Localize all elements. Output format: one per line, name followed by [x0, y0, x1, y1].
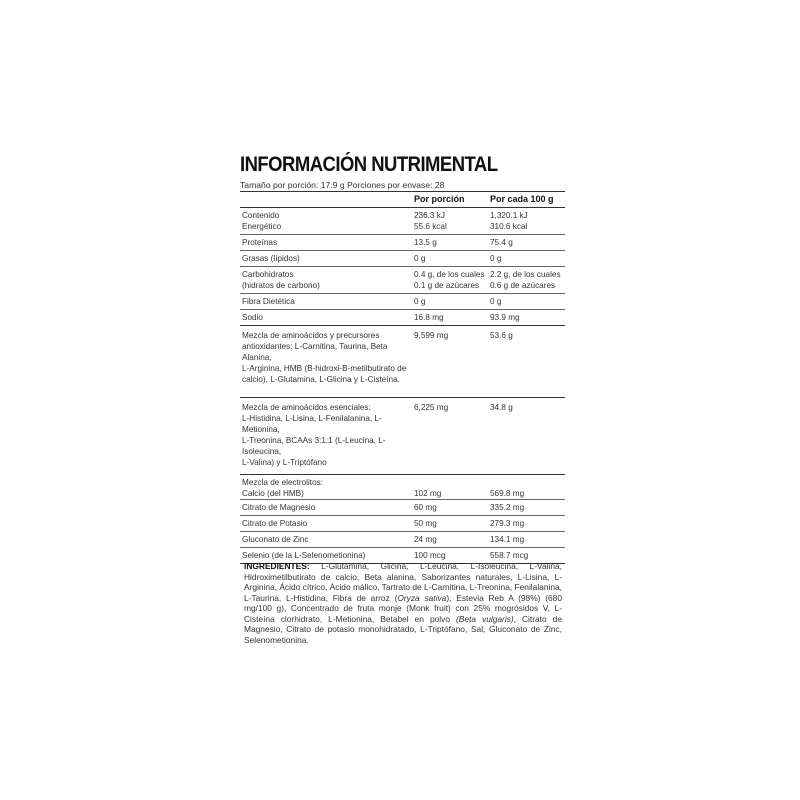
page-title: INFORMACIÓN NUTRIMENTAL	[240, 153, 498, 176]
per-serving-value: 0.4 g, de los cuales 0.1 g de azúcares	[414, 270, 485, 290]
nutrition-table	[240, 191, 565, 564]
nutrient-name: Carbohidratos (hidratos de carbono)	[242, 270, 320, 290]
per-serving-value: 0 g	[414, 254, 426, 263]
table-row-blend-essential	[240, 398, 565, 475]
per-serving-value: 236.3 kJ 55.6 kcal	[414, 211, 447, 231]
table-row-carbohydrates	[240, 267, 565, 294]
per-100g-value: 53.6 g	[490, 331, 513, 340]
table-row-electrolytes	[240, 475, 565, 500]
per-serving-value: 9,599 mg	[414, 331, 449, 340]
per-100g-value: 279.3 mg	[490, 519, 525, 528]
table-row-fat	[240, 251, 565, 267]
header-per-100g: Por cada 100 g	[490, 194, 554, 204]
electrolyte-name: Gluconato de Zinc	[242, 535, 309, 544]
per-serving-value: 16.8 mg	[414, 313, 444, 322]
blend-description: Mezcla de aminoácidos y precursores antioxidantes: L-Carnitina, Taurina, Beta Alanina, L-Arginina, HMB (B-hidroxi-B-metilbutirato de calcio), L-Glutamina, L-Glicina y L-Cisteína.	[242, 331, 407, 384]
per-serving-value: 0 g	[414, 297, 426, 306]
table-row-fiber	[240, 294, 565, 310]
header-per-serving: Por porción	[414, 194, 465, 204]
table-row-potassium	[240, 516, 565, 532]
per-serving-value: 6,225 mg	[414, 403, 449, 412]
per-100g-value: 0 g	[490, 297, 502, 306]
per-serving-value: 102 mg	[414, 489, 442, 498]
per-serving-value: 100 mcg	[414, 551, 446, 560]
nutrient-name: Contenido Energético	[242, 211, 282, 231]
per-100g-value: 0 g	[490, 254, 502, 263]
per-100g-value: 569.8 mg	[490, 489, 525, 498]
per-100g-value: 75.4 g	[490, 238, 513, 247]
nutrient-name: Proteínas	[242, 238, 278, 247]
per-100g-value: 34.8 g	[490, 403, 513, 412]
header-blank	[240, 192, 412, 208]
table-row-energy	[240, 208, 565, 235]
per-serving-value: 50 mg	[414, 519, 437, 528]
table-row-blend-antioxidants	[240, 326, 565, 398]
table-row-zinc	[240, 532, 565, 548]
per-100g-value: 2.2 g, de los cuales 0.6 g de azúcares	[490, 270, 561, 290]
serving-size-text: Tamaño por porción: 17.9 g Porciones por envase: 28	[240, 180, 445, 190]
nutrient-name: Grasas (lípidos)	[242, 254, 300, 263]
per-100g-value: 558.7 mcg	[490, 551, 529, 560]
table-row-magnesium	[240, 500, 565, 516]
per-100g-value: 93.9 mg	[490, 313, 520, 322]
table-row-sodium	[240, 310, 565, 326]
per-serving-value: 24 mg	[414, 535, 437, 544]
per-100g-value: 1,320.1 kJ 310.6 kcal	[490, 211, 528, 231]
nutrient-name: Sodio	[242, 313, 263, 322]
ingredients-text: INGREDIENTES: L-Glutamina, Glicina, L-Leucina, L-Isoleucina, L-Valina, Hidroximetilbutirato de calcio, Beta alanina, Saborizantes naturales, L-Lisina, L-Arginina, Ácido cítrico, Ácido málico, Tartrato de L-Carnitina, L-Treonina, Fenilalanina, L-Taurina, L-Histidina, Fibra de arroz (Oryza sativa), Estevia Reb A (98%) (680 mg/100 g), Concentrado de fruta monje (Monk fruit) con 25% mogrósidos V, L-Cisteína clorhidrato, L-Metionina, Betabel en polvo (Beta vulgaris), Citrato de Magnesio, Citrato de potasio monohidratado, L-Triptófano, Sal, Gluconato de Zinc, Selenometionina.	[244, 561, 563, 645]
electrolyte-name: Mezcla de electrolitos: Calcio (del HMB)	[242, 478, 323, 498]
electrolyte-name: Citrato de Potasio	[242, 519, 308, 528]
nutrient-name: Fibra Dietética	[242, 297, 295, 306]
per-serving-value: 13.5 g	[414, 238, 437, 247]
table-header-row	[240, 192, 565, 208]
table-row-protein	[240, 235, 565, 251]
electrolyte-name: Citrato de Magnesio	[242, 503, 316, 512]
ingredients-label: INGREDIENTES:	[244, 561, 310, 571]
per-100g-value: 134.1 mg	[490, 535, 525, 544]
per-100g-value: 335.2 mg	[490, 503, 525, 512]
per-serving-value: 60 mg	[414, 503, 437, 512]
electrolyte-name: Selenio (de la L-Selenometionina)	[242, 551, 366, 560]
nutrition-facts-panel	[240, 152, 565, 564]
blend-description: Mezcla de aminoácidos esenciales: L-Histidina, L-Lisina, L-Fenilalanina, L-Metionina, L-Treonina, BCAAs 3:1:1 (L-Leucina, L-Isoleucina, L-Valina) y L-Triptófano	[242, 403, 386, 467]
